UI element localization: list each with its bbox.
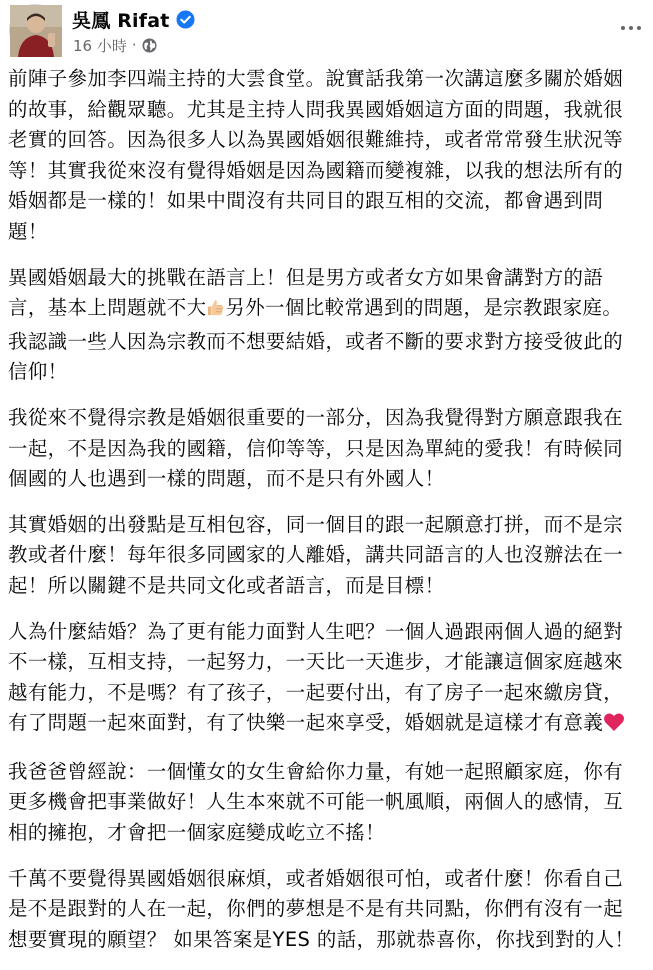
meta-separator: · <box>131 36 137 54</box>
post-paragraph <box>8 263 651 388</box>
post-paragraph: 我爸爸曾經說：一個懂女的女生會給你力量，有她一起照顧家庭，你有 更多機會把事業做好！人生本來就不可能一帆風順，兩個人的感情，互 相的擁抱，才會把一個家庭變成屹立不搖！ <box>8 759 624 845</box>
post-paragraph: 我從來不覺得宗教是婚姻很重要的一部分，因為我覺得對方願意跟我在 一起，不是因為我的國籍，信仰等等，只是因為單純的愛我！有時候同 個國的人也遇到一樣的問題，而不是只有外國人！ <box>8 405 624 491</box>
red-heart-emoji <box>603 711 625 742</box>
post-timestamp[interactable]: 16 小時 <box>73 36 127 55</box>
author-row <box>72 6 195 32</box>
post-header <box>0 0 653 62</box>
post-meta <box>73 35 157 55</box>
more-options-icon-dot <box>629 26 633 30</box>
author-avatar[interactable] <box>9 4 61 56</box>
post-message <box>8 64 651 970</box>
more-options-icon-dot <box>637 26 641 30</box>
globe-icon[interactable] <box>142 38 157 53</box>
paragraph-text: 另外一個比較常遇到的問題，是宗教跟家庭。 我認識一些人因為宗教而不想要結婚，或者不斷的要求對方接受彼此的 信仰！ <box>8 296 624 384</box>
more-options-button[interactable] <box>612 10 650 46</box>
paragraph-text: 人為什麼結婚？為了更有能力面對人生吧？一個人過跟兩個人過的絕對 不一樣，互相支持，一起努力，一天比一天進步，才能讓這個家庭越來 越有能力，不是嗎？有了孩子，一起要付出，有了房子一起來繳房貸， 有了問題一起來面對，有了快樂一起來享受，婚姻就是這樣才有意義 <box>8 619 624 735</box>
post-paragraph <box>8 617 651 742</box>
paragraph-text: 異國婚姻最大的挑戰在語言上！但是男方或者女方如果會講對方的語 言，基本上問題就不大 <box>8 265 604 320</box>
post-paragraph: 其實婚姻的出發點是互相包容，同一個目的跟一起願意打拼，而不是宗 教或者什麼！每年很多同國家的人離婚，講共同語言的人也沒辦法在一 起！所以關鍵不是共同文化或者語言，而是目標！ <box>8 512 624 597</box>
verified-badge-icon <box>176 10 195 29</box>
more-options-icon <box>621 26 625 30</box>
thumbs-up-emoji <box>206 296 225 327</box>
author-name[interactable]: 吳鳳 Rifat <box>72 9 170 32</box>
post-paragraph: 千萬不要覺得異國婚姻很麻煩，或者婚姻很可怕，或者什麼！你看自己 是不是跟對的人在一起，你們的夢想是不是有共同點，你們有沒有一起 想要實現的願望？ 如果答案是YES 的話，那就恭喜你，你找到對的人！ <box>8 866 635 951</box>
post-paragraph: 前陣子參加李四端主持的大雲食堂。說實話我第一次講這麼多關於婚姻 的故事，給觀眾聽。尤其是主持人問我異國婚姻這方面的問題，我就很 老實的回答。因為很多人以為異國婚姻很難維持，或者常常發生狀況等 等！其實我從來沒有覺得婚姻是因為國籍而變複雜，以我的想法所有的 婚姻都是一樣的！如果中間沒有共同目的跟互相的交流，都會遇到問 題！ <box>8 67 624 243</box>
